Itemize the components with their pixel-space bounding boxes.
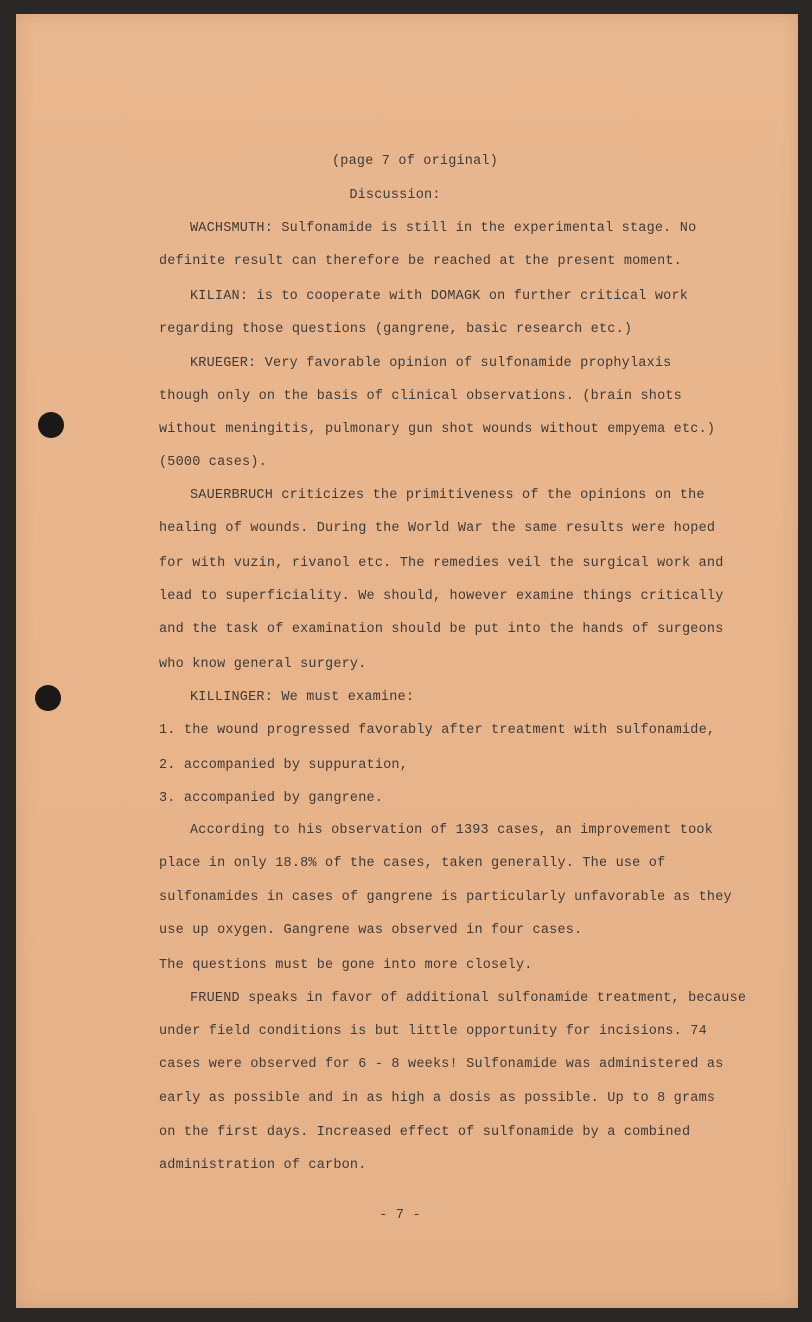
section-title: Discussion: xyxy=(349,188,441,203)
text-line: definite result can therefore be reached at the present moment. xyxy=(159,254,682,269)
text-line: 3. accompanied by gangrene. xyxy=(159,791,384,806)
text-line: According to his observation of 1393 cases, an improvement took xyxy=(190,823,713,838)
punch-hole xyxy=(38,412,64,438)
text-line: healing of wounds. During the World War the same results were hoped xyxy=(159,521,716,536)
text-line: on the first days. Increased effect of sulfonamide by a combined xyxy=(159,1125,691,1140)
text-line: cases were observed for 6 - 8 weeks! Sulfonamide was administered as xyxy=(159,1057,724,1072)
text-line: though only on the basis of clinical observations. (brain shots xyxy=(159,389,682,404)
text-line: KILLINGER: We must examine: xyxy=(190,690,415,705)
text-line: without meningitis, pulmonary gun shot wounds without empyema etc.) xyxy=(159,422,716,437)
text-line: 1. the wound progressed favorably after treatment with sulfonamide, xyxy=(159,723,716,738)
document-page xyxy=(16,14,798,1308)
text-line: use up oxygen. Gangrene was observed in four cases. xyxy=(159,923,583,938)
text-line: 2. accompanied by suppuration, xyxy=(159,758,409,773)
page-header: (page 7 of original) xyxy=(331,154,499,169)
text-line: KRUEGER: Very favorable opinion of sulfonamide prophylaxis xyxy=(190,356,672,371)
text-line: for with vuzin, rivanol etc. The remedies veil the surgical work and xyxy=(159,556,724,571)
text-line: who know general surgery. xyxy=(159,657,367,672)
text-line: sulfonamides in cases of gangrene is particularly unfavorable as they xyxy=(159,890,732,905)
text-line: place in only 18.8% of the cases, taken generally. The use of xyxy=(159,856,666,871)
page-number: - 7 - xyxy=(379,1208,421,1223)
punch-hole xyxy=(35,685,61,711)
text-line: (5000 cases). xyxy=(159,455,267,470)
text-line: and the task of examination should be put into the hands of surgeons xyxy=(159,622,724,637)
text-line: The questions must be gone into more closely. xyxy=(159,958,533,973)
text-line: administration of carbon. xyxy=(159,1158,367,1173)
text-line: FRUEND speaks in favor of additional sulfonamide treatment, because xyxy=(190,991,747,1006)
text-line: under field conditions is but little opportunity for incisions. 74 xyxy=(159,1024,707,1039)
text-line: regarding those questions (gangrene, basic research etc.) xyxy=(159,322,633,337)
text-line: WACHSMUTH: Sulfonamide is still in the experimental stage. No xyxy=(190,221,697,236)
text-line: early as possible and in as high a dosis as possible. Up to 8 grams xyxy=(159,1091,716,1106)
text-line: lead to superficiality. We should, however examine things critically xyxy=(159,589,724,604)
text-line: KILIAN: is to cooperate with DOMAGK on further critical work xyxy=(190,289,689,304)
text-line: SAUERBRUCH criticizes the primitiveness of the opinions on the xyxy=(190,488,705,503)
